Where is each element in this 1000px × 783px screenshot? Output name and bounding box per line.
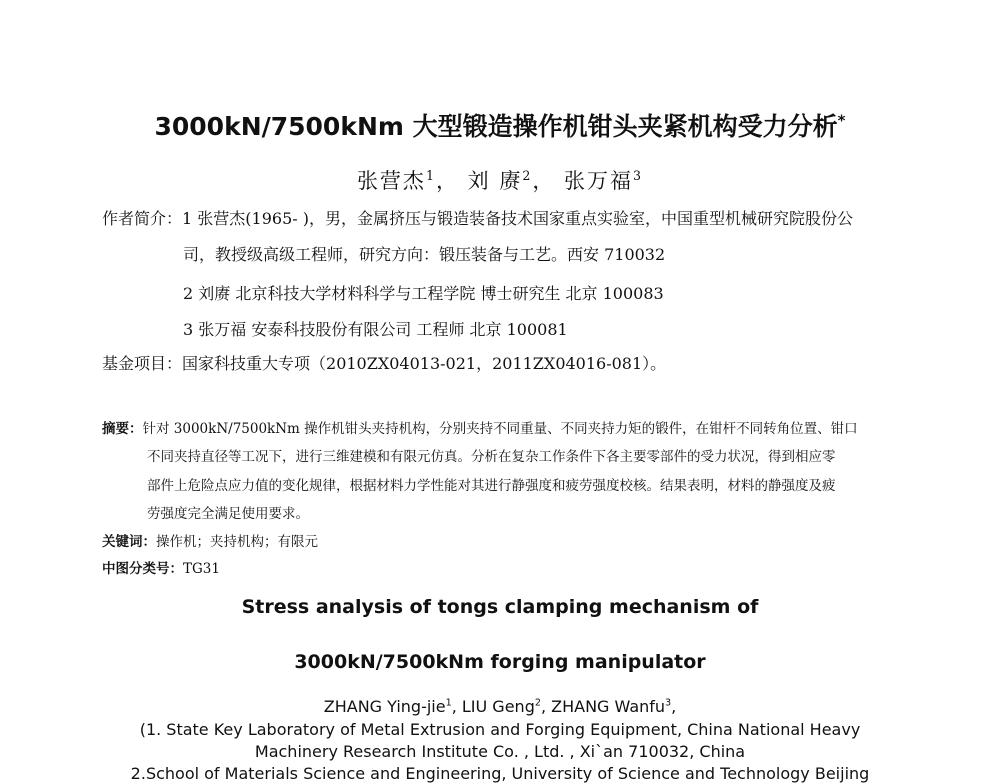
author-info-label: 作者简介： [102, 209, 183, 228]
abstract-line1 [102, 417, 858, 437]
abstract-line3: 部件上危险点应力值的变化规律，根据材料力学性能对其进行静强度和疲劳强度校核。结果表明，材料的静强度及疲 [147, 478, 836, 494]
title-zh [0, 107, 1000, 143]
author-en-separator: , [540, 697, 552, 716]
author-info-line4: 3 张万福 安泰科技股份有限公司 工程师 北京 100081 [183, 320, 568, 339]
classification-line [102, 557, 220, 577]
author-zh-sup: 1 [425, 168, 436, 183]
author-en-name: ZHANG Wanfu [551, 697, 666, 716]
title-en-line1: Stress analysis of tongs clamping mechanism of [241, 596, 759, 618]
author-en-sup: 1 [445, 697, 452, 709]
author-info-line3: 2 刘赓 北京科技大学材料科学与工程学院 博士研究生 北京 100083 [183, 284, 664, 303]
title-en-line2: 3000kN/7500kNm forging manipulator [294, 651, 706, 673]
author-en-sup: 2 [534, 697, 541, 709]
author-en-sup: 3 [665, 697, 672, 709]
author-en-name: LIU Geng [461, 697, 535, 716]
abstract-text-1: 针对 3000kN/7500kNm 操作机钳头夹持机构，分别夹持不同重量、不同夹持力矩的锻件，在钳杆不同转角位置、钳口 [142, 421, 858, 437]
author-info-text-1: 1 张营杰(1965- )，男，金属挤压与锻造装备技术国家重点实验室，中国重型机械研究院股份公 [182, 209, 853, 228]
author-zh-sup: 3 [633, 168, 644, 183]
title-footnote-mark: * [837, 111, 846, 130]
author-zh-separator: ， [435, 169, 459, 193]
fund-label: 基金项目： [102, 354, 183, 373]
fund-line [102, 351, 666, 374]
author-en-separator: , [671, 697, 677, 716]
affiliation-en-line1: (1. State Key Laboratory of Metal Extrusion and Forging Equipment, China National Heavy [139, 720, 861, 739]
keywords-label: 关键词： [102, 534, 156, 550]
fund-text: 国家科技重大专项（2010ZX04013-021，2011ZX04016-081）。 [182, 354, 667, 373]
author-info-line1 [102, 206, 853, 229]
affiliation-en-line3: 2.School of Materials Science and Engineering, University of Science and Technology Beijing [130, 764, 870, 783]
author-zh-separator: ， [532, 169, 556, 193]
author-en-separator: , [451, 697, 462, 716]
affiliation-en-line2: Machinery Research Institute Co. , Ltd. , Xi`an 710032, China [254, 742, 746, 761]
keywords-text: 操作机；夹持机构；有限元 [156, 534, 318, 550]
title-zh-text: 3000kN/7500kNm 大型锻造操作机钳头夹紧机构受力分析 [154, 112, 838, 141]
author-zh-sup: 2 [522, 168, 533, 183]
author-en-name: ZHANG Ying-jie [323, 697, 446, 716]
abstract-line2: 不同夹持直径等工况下，进行三维建模和有限元仿真。分析在复杂工作条件下各主要零部件的受力状况，得到相应零 [147, 449, 836, 465]
abstract-label: 摘要： [102, 421, 143, 437]
authors-en [0, 697, 1000, 716]
author-info-line2: 司，教授级高级工程师，研究方向：锻压装备与工艺。西安 710032 [183, 245, 666, 264]
classification-label: 中图分类号： [102, 561, 183, 577]
author-zh-name: 张万福 [564, 169, 634, 193]
classification-text: TG31 [183, 561, 220, 577]
authors-zh [0, 165, 1000, 195]
author-zh-name: 张营杰 [356, 169, 426, 193]
abstract-line4: 劳强度完全满足使用要求。 [147, 506, 309, 522]
keywords-line [102, 530, 318, 550]
author-zh-name: 刘 赓 [467, 169, 523, 193]
